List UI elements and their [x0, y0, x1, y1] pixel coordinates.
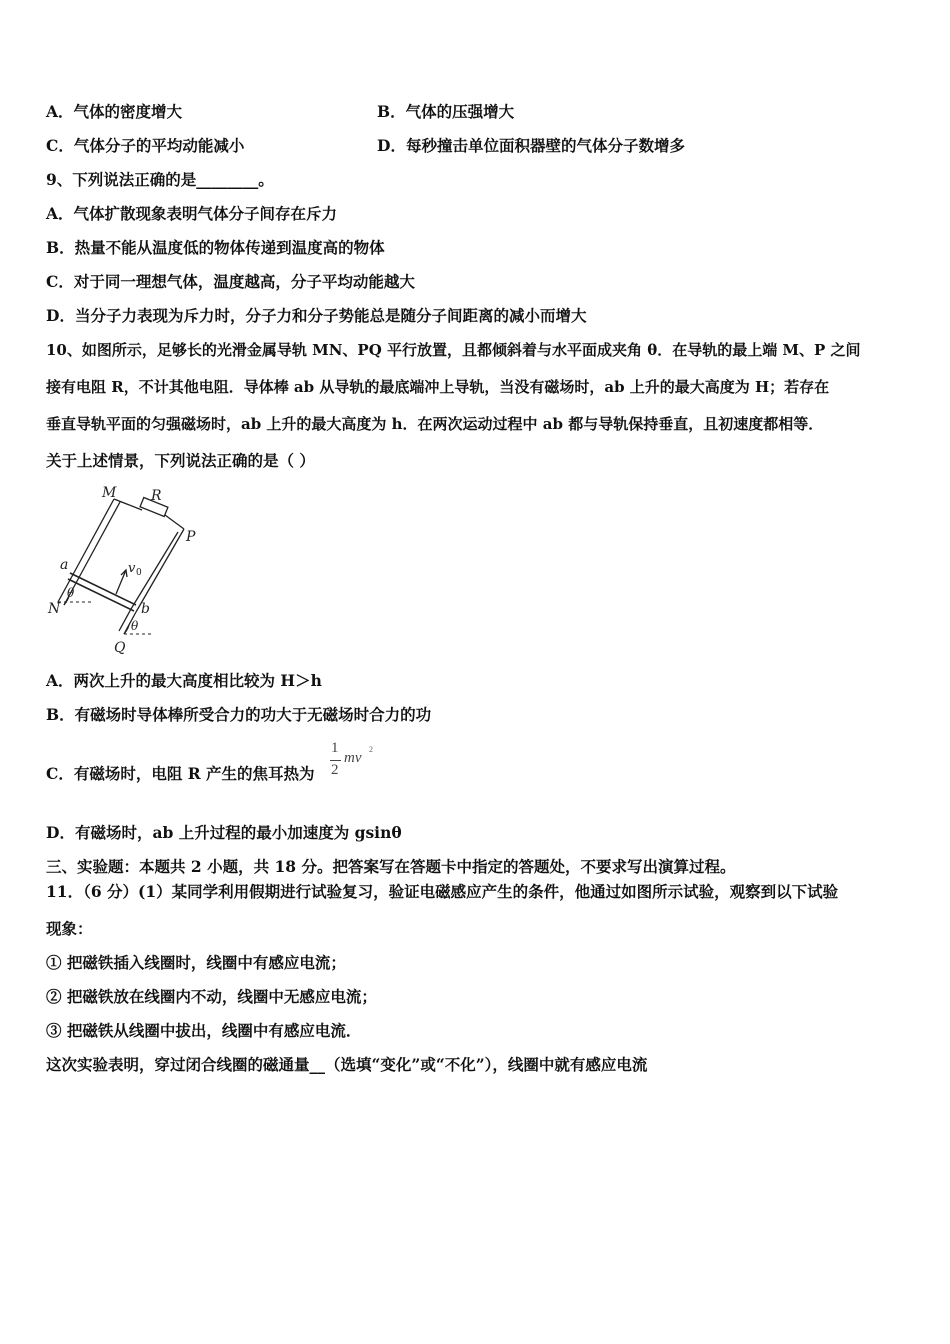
section-3-heading: 三、实验题：本题共 2 小题，共 18 分。把答案写在答题卡中指定的答题处，不要求写出演算过程。: [46, 857, 736, 876]
q10-option-b: B．有磁场时导体棒所受合力的功大于无磁场时合力的功: [46, 705, 432, 724]
q10-option-c: C．有磁场时，电阻 R 产生的焦耳热为: [46, 764, 315, 783]
formula-superscript: 2: [369, 745, 373, 754]
q11-stem-line1: 11．（6 分）(1）某同学利用假期进行试验复习，验证电磁感应产生的条件，他通过如图所示试验，观察到以下试验: [46, 882, 839, 901]
q8-option-c: C．气体分子的平均动能减小: [46, 136, 245, 155]
label-a: a: [60, 557, 69, 573]
q10-option-d: D．有磁场时，ab 上升过程的最小加速度为 gsinθ: [46, 823, 402, 842]
label-theta-right: θ: [131, 619, 139, 633]
q11-item-1: ① 把磁铁插入线圈时，线圈中有感应电流；: [46, 953, 346, 972]
q10-stem-line1: 10、如图所示，足够长的光滑金属导轨 MN、PQ 平行放置，且都倾斜着与水平面成夹角 θ．在导轨的最上端 M、P 之间: [46, 341, 861, 359]
q9-stem: 9、下列说法正确的是________。: [46, 170, 274, 189]
q11-item-2: ② 把磁铁放在线圈内不动，线圈中无感应电流；: [46, 987, 377, 1006]
q10-option-a: A．两次上升的最大高度相比较为 H＞h: [46, 671, 322, 690]
q10-stem-line2: 接有电阻 R，不计其他电阻．导体棒 ab 从导轨的最底端冲上导轨，当没有磁场时，ab 上升的最大高度为 H；若存在: [46, 378, 830, 396]
q9-option-b: B．热量不能从温度低的物体传递到温度高的物体: [46, 238, 385, 257]
label-r: R: [151, 488, 162, 504]
q8-option-d: D．每秒撞击单位面积器壁的气体分子数增多: [377, 136, 685, 155]
q9-option-a: A．气体扩散现象表明气体分子间存在斥力: [46, 204, 338, 223]
q11-item-3: ③ 把磁铁从线圈中拔出，线圈中有感应电流．: [46, 1021, 362, 1040]
q11-conclusion: 这次实验表明，穿过闭合线圈的磁通量__（选填“变化”或“不化”），线圈中就有感应电流: [46, 1055, 648, 1074]
formula-denominator: 2: [331, 762, 339, 778]
label-v: v: [128, 561, 136, 576]
label-q: Q: [114, 640, 126, 656]
q8-option-a: A．气体的密度增大: [46, 102, 183, 121]
q10-stem-line4: 关于上述情景，下列说法正确的是（ ）: [46, 451, 315, 470]
q10-stem-line3: 垂直导轨平面的匀强磁场时，ab 上升的最大高度为 h．在两次运动过程中 ab 都与导轨保持垂直，且初速度都相等．: [46, 415, 824, 433]
q9-option-d: D．当分子力表现为斥力时，分子力和分子势能总是随分子间距离的减小而增大: [46, 306, 587, 325]
label-p: P: [186, 529, 196, 545]
label-b: b: [141, 601, 150, 617]
label-n: N: [48, 601, 61, 617]
q11-stem-line2: 现象：: [46, 919, 93, 938]
label-theta-left: θ: [67, 586, 75, 600]
inclined-rails-figure: [44, 484, 204, 660]
q9-option-c: C．对于同一理想气体，温度越高，分子平均动能越大: [46, 272, 415, 291]
formula-expression: mv: [344, 750, 362, 766]
label-m: M: [102, 485, 117, 501]
formula-numerator: 1: [331, 740, 339, 756]
label-v-sub: 0: [136, 568, 142, 578]
fraction-bar: [330, 760, 341, 761]
q8-option-b: B．气体的压强增大: [377, 102, 515, 121]
joule-heat-formula: [328, 740, 388, 786]
